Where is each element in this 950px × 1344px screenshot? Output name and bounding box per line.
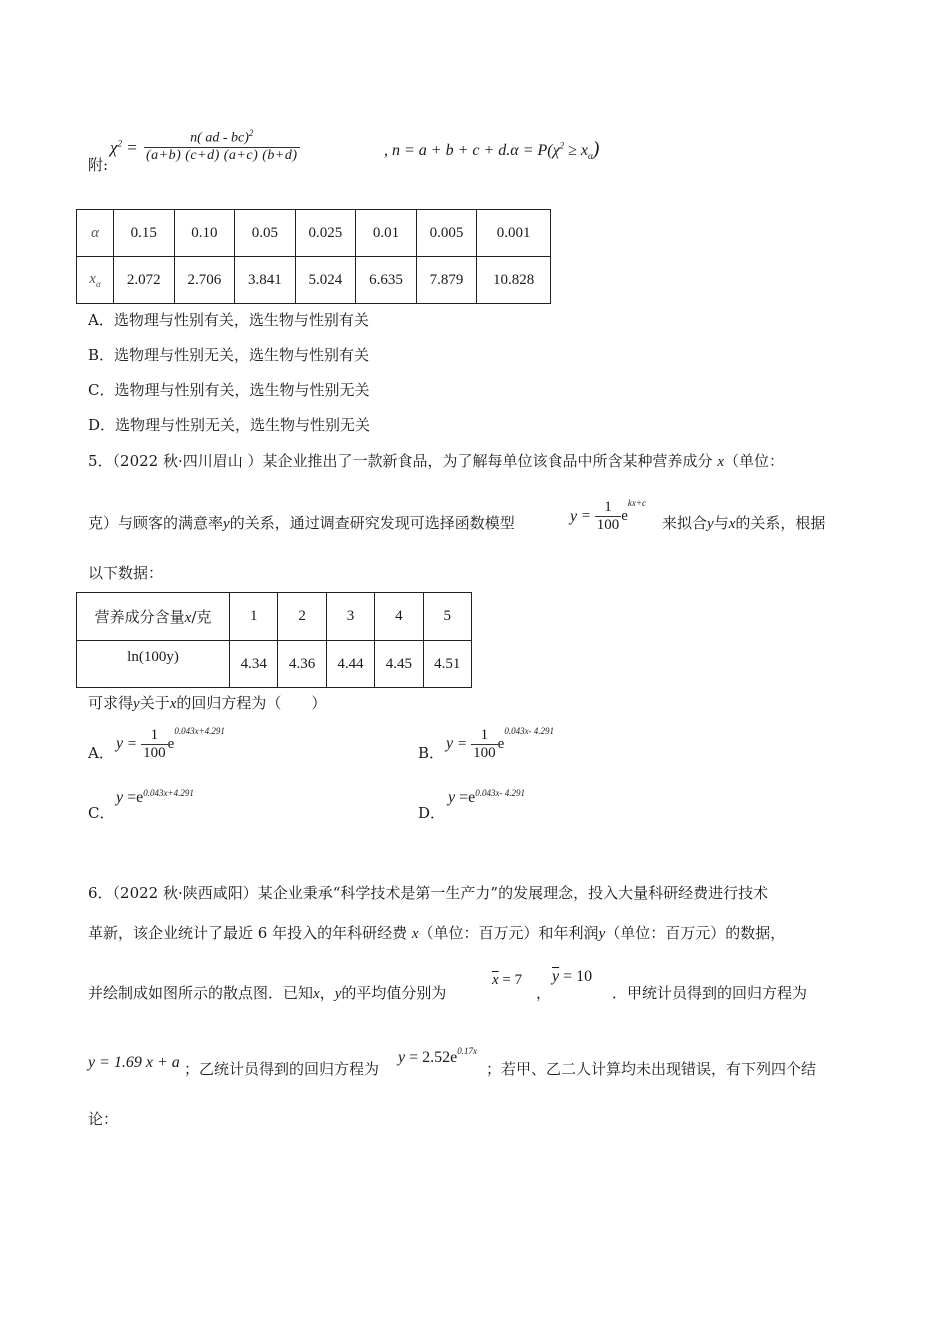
x-alpha-cell: 5.024	[295, 257, 356, 304]
q5-question: 可求得y关于x的回归方程为（ ）	[88, 694, 327, 712]
q5-header-y: ln(100y)	[77, 641, 230, 688]
q5-x-cell: 2	[278, 593, 326, 641]
alpha-cell: 0.10	[174, 210, 235, 257]
alpha-cell: 0.025	[295, 210, 356, 257]
q6-line1: 6．（2022 秋·陕西咸阳）某企业秉承“科学技术是第一生产力”的发展理念，投入大量科研经费进行技术	[88, 884, 769, 902]
formula-chi: $\chi^2$ =	[110, 138, 138, 157]
q5-x-cell: 5	[423, 593, 471, 641]
x-alpha-cell: 3.841	[235, 257, 296, 304]
q5-line3: 以下数据：	[88, 564, 164, 582]
x-alpha-header: $x_\alpha$	[77, 257, 114, 304]
x-alpha-cell: 7.879	[416, 257, 477, 304]
regression-jia: y = 1.69 x + a	[88, 1054, 180, 1071]
x-alpha-cell: 2.706	[174, 257, 235, 304]
alpha-cell: 0.15	[114, 210, 175, 257]
xbar-value: $\overline{x} = 7$	[492, 972, 523, 988]
q5-y-cell: 4.44	[326, 641, 374, 688]
q5-data-table	[76, 592, 472, 688]
x-alpha-cell: 2.072	[114, 257, 175, 304]
q4-option-d: D．选物理与性别无关，选生物与性别无关	[88, 416, 371, 434]
q5-x-cell: 1	[230, 593, 278, 641]
alpha-header: α	[77, 210, 114, 257]
ybar-value: $\overline{y} = 10$	[552, 968, 593, 985]
q5-header-x: 营养成分含量x/克	[77, 593, 230, 641]
q4-option-a: A．选物理与性别有关，选生物与性别有关	[88, 311, 369, 329]
alpha-cell: 0.001	[477, 210, 551, 257]
q4-option-c: C．选物理与性别有关，选生物与性别无关	[88, 381, 370, 399]
q5-y-cell: 4.45	[375, 641, 423, 688]
q6-line5: 论：	[88, 1110, 119, 1128]
q5-x-cell: 3	[326, 593, 374, 641]
q5-y-cell: 4.34	[230, 641, 278, 688]
alpha-cell: 0.005	[416, 210, 477, 257]
q5-line1: 5．（2022 秋·四川眉山 ）某企业推出了一款新食品，为了解每单位该食品中所含某种营养成分 x（单位：	[88, 452, 784, 470]
formula-line	[88, 128, 648, 176]
q4-option-b: B．选物理与性别无关，选生物与性别有关	[88, 346, 370, 364]
q5-model: y = $\frac{1}{100}$ $e^{kx+c}$	[570, 498, 646, 534]
q5-y-cell: 4.51	[423, 641, 471, 688]
critical-value-table	[76, 209, 551, 304]
q6-line2: 革新，该企业统计了最近 6 年投入的年科研经费 x（单位：百万元）和年利润y（单位：百万元）的数据，	[88, 924, 786, 942]
alpha-cell: 0.01	[356, 210, 417, 257]
x-alpha-cell: 10.828	[477, 257, 551, 304]
q5-x-cell: 4	[375, 593, 423, 641]
formula-rest: , $n = a + b + c + d.\alpha = P(\chi^2 \ge x_\alpha)$	[384, 138, 600, 162]
x-alpha-cell: 6.635	[356, 257, 417, 304]
formula-fraction: $\frac{n( ad - bc)^2}{(a+b) (c+d) (a+c) (b+d)}$	[146, 128, 298, 163]
formula-prefix: 附:	[88, 156, 109, 174]
alpha-cell: 0.05	[235, 210, 296, 257]
q5-y-cell: 4.36	[278, 641, 326, 688]
regression-yi: $y = 2.52e^{0.17x}$	[398, 1046, 477, 1066]
